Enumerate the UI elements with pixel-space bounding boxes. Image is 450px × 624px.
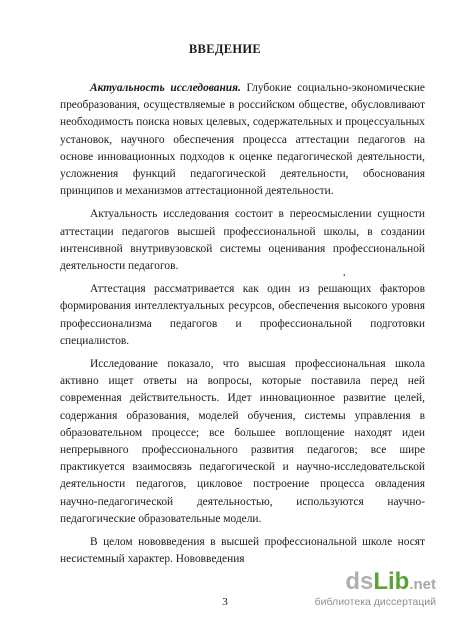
paragraph-text: Актуальность исследования состоит в переосмыслении сущности аттестации педагогов высшей профессиональной школы, в создании интенсивной внутривузовской системы оценивания профессиональной деятельности педагогов. [60,208,425,273]
logo-ds: ds [345,568,374,595]
page-title: ВВЕДЕНИЕ [188,42,262,56]
paragraph-3 [60,281,425,350]
paragraph-text: Аттестация рассматривается как один из решающих факторов формирования интеллектуальных ресурсов, обеспечения высокого уровня профессионализма педагогов и профессиональной подготовки специалистов. [60,283,425,347]
logo-net: .net [409,576,436,593]
paragraph-text: Глубокие социально-экономические преобразования, осуществляемые в российском обществе, обусловливают необходимость поиска новых целевых, содержательных и процессуальных установок, научного обеспечения процесса аттестации педагогов на основе инновационных подходов к оценке педагогической деятельности, усложнения функций педагогической деятельности, обоснования принципов и механизмов аттестационной деятельности. [60,82,425,198]
body-text [60,80,425,574]
paragraph-5 [60,534,425,568]
paragraph-4 [60,356,425,528]
paragraph-text: Исследование показало, что высшая профессиональная школа активно ищет ответы на вопросы, которые поставила перед ней современная действительность. Идет инновационное развитие целей, содержания образования, моделей обучения, системы управления в образовательном процессе; все большее воплощение находят идеи непрерывного профессионального развития педагогов; все шире практикуется взаимосвязь педагогической и научно-исследовательской деятельности педагогов, цикловое построение процесса овладения научно-педагогической деятельностью, используются научно-педагогические образовательные модели. [60,358,425,525]
logo-lib: Lib [373,568,410,595]
watermark [314,568,440,612]
paragraph-2 [60,206,425,275]
stray-mark: , [343,267,346,278]
watermark-logo [345,568,436,596]
paragraph-lead: Актуальность исследования. [90,82,241,94]
watermark-subtitle: библиотека диссертаций [314,596,436,608]
paragraph-1 [60,80,425,200]
page-number: 3 [222,596,228,608]
paragraph-text: В целом нововведения в высшей профессиональной школе носят несистемный характер. Нововведения [60,536,425,566]
